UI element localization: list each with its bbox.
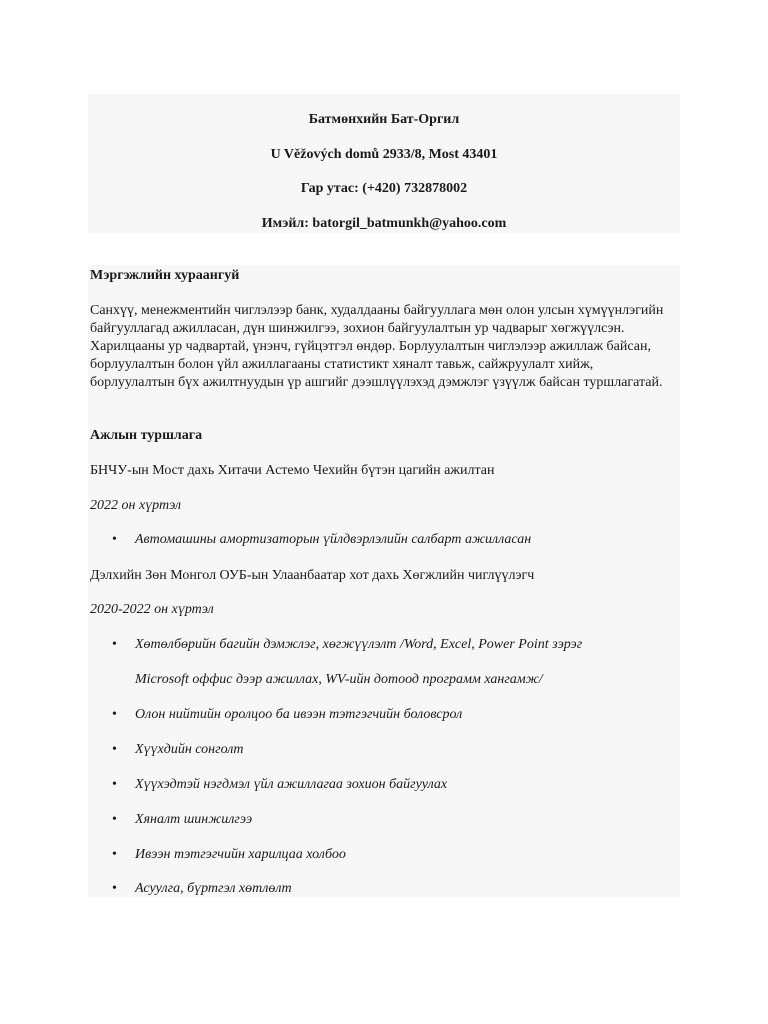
full-name: Батмөнхийн Бат-Оргил (308, 112, 460, 127)
contact-header (88, 94, 680, 233)
phone: Гар утас: (+420) 732878002 (300, 181, 468, 196)
bullet-icon: • (112, 777, 117, 792)
experience-heading: Ажлын туршлага (90, 428, 203, 443)
list-item-text: Асуулга, бүртгэл хөтлөлт (135, 881, 292, 896)
job-title: Дэлхийн Зөн Монгол ОУБ-ын Улаанбаатар хот дахь Хөгжлийн чиглүүлэгч (90, 568, 535, 583)
bullet-icon: • (112, 742, 117, 757)
job-period: 2022 он хүртэл (90, 498, 182, 513)
list-item-text: Ивээн тэтгэгчийн харилцаа холбоо (135, 847, 346, 862)
job-title: БНЧУ-ын Мост дахь Хитачи Астемо Чехийн бүтэн цагийн ажилтан (90, 463, 495, 478)
list-item-text: Олон нийтийн оролцоо ба ивээн тэтгэгчийн боловсрол (135, 707, 463, 722)
address: U Věžových domů 2933/8, Most 43401 (270, 147, 498, 162)
bullet-icon: • (112, 881, 117, 896)
email: Имэйл: batorgil_batmunkh@yahoo.com (261, 216, 507, 231)
list-item-text: Microsoft оффис дээр ажиллах, WV-ийн дотоод программ хангамж/ (135, 672, 543, 687)
bullet-icon: • (112, 812, 117, 827)
list-item-text: Автомашины амортизаторын үйлдвэрлэлийн салбарт ажилласан (135, 532, 532, 547)
job-period: 2020-2022 он хүртэл (90, 602, 214, 617)
list-item-text: Хүүхдийн сонголт (135, 742, 244, 757)
resume-body (88, 265, 680, 897)
bullet-icon: • (112, 847, 117, 862)
list-item-text: Хөтөлбөрийн багийн дэмжлэг, хөгжүүлэлт /Word, Excel, Power Point зэрэг (135, 637, 583, 652)
summary-text: Санхүү, менежментийн чиглэлээр банк, худалдааны байгууллага мөн олон улсын хүмүүнлэгийн байгууллагад ажилласан, дүн шинжилгээ, зохион байгуулалтын ур чадварыг хөгжүүлсэн. Харилцааны ур чадвартай, үнэнч, гүйцэтгэл өндөр. Борлуулалтын чиглэлээр ажиллаж байсан, борлуулалтын болон үйл ажиллагааны статистикт хяналт тавьж, сайжруулалт хийж, борлуулалтын бүх ажилтнуудын үр ашгийг дээшлүүлэхэд дэмжлэг үзүүлж байсан туршлагатай. (90, 303, 664, 390)
bullet-icon: • (112, 637, 117, 652)
list-item-text: Хүүхэдтэй нэгдмэл үйл ажиллагаа зохион байгуулах (135, 777, 448, 792)
list-item-text: Хяналт шинжилгээ (135, 812, 253, 827)
bullet-icon: • (112, 707, 117, 722)
summary-heading: Мэргэжлийн хураангуй (90, 268, 240, 283)
bullet-icon: • (112, 532, 117, 547)
